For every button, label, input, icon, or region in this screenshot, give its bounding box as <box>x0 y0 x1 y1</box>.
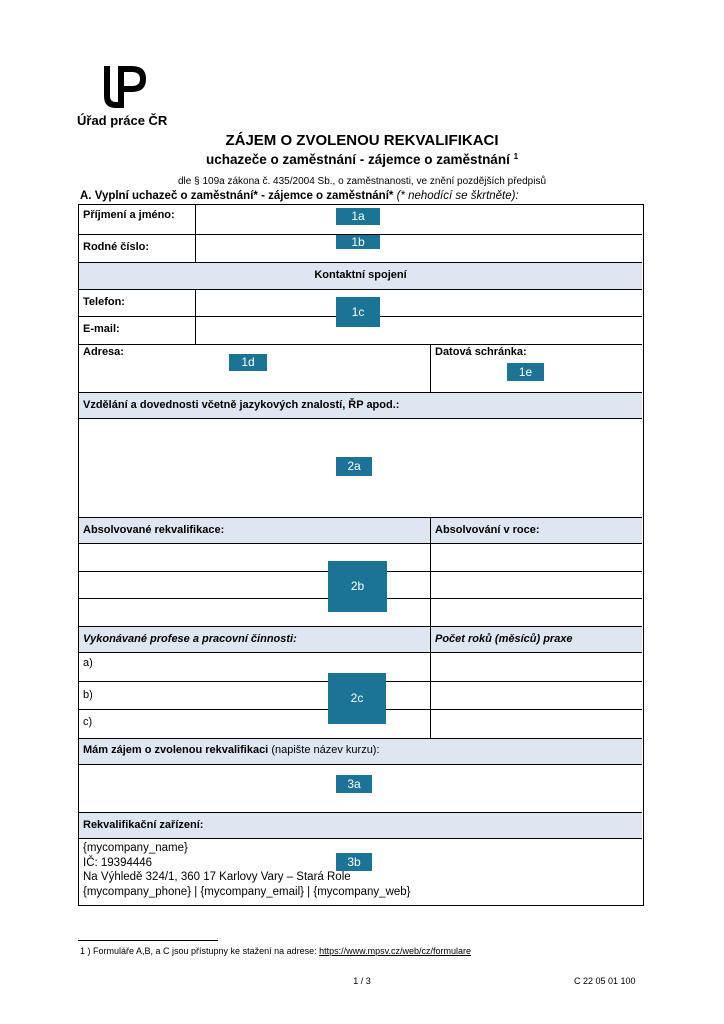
birth-number-label: Rodné číslo: <box>83 241 150 253</box>
row-line <box>79 262 642 263</box>
column-line <box>430 344 431 392</box>
completed-year-label: Absolvování v roce: <box>435 524 540 536</box>
contact-header: Kontaktní spojení <box>314 269 407 281</box>
page-title: ZÁJEM O ZVOLENOU REKVALIFIKACI <box>225 132 499 149</box>
tag-3a: 3a <box>336 775 372 793</box>
tag-1a: 1a <box>336 208 380 225</box>
interest-label-note: (napište název kurzu): <box>271 744 380 756</box>
page-subtitle <box>0 152 724 167</box>
row-c-label: c) <box>83 716 93 728</box>
column-line <box>430 517 431 738</box>
tag-1b: 1b <box>336 235 380 249</box>
row-line <box>79 838 642 839</box>
email-label: E-mail: <box>83 323 120 335</box>
completed-courses-label: Absolvované rekvalifikace: <box>83 524 225 536</box>
tag-1e: 1e <box>507 363 544 381</box>
row-line <box>79 289 642 290</box>
tag-2c: 2c <box>328 673 386 724</box>
column-line <box>195 289 196 344</box>
subtitle-footnote-mark: 1 <box>513 152 519 161</box>
row-line <box>79 418 642 419</box>
interest-label-bold: Mám zájem o zvolenou rekvalifikaci <box>83 744 269 756</box>
org-name: Úřad práce ČR <box>77 113 168 128</box>
row-a-label: a) <box>83 657 93 669</box>
form-code: C 22 05 01 100 <box>574 976 636 986</box>
section-a-note: (* nehodící se škrtněte): <box>396 190 519 202</box>
subtitle-text: uchazeče o zaměstnání - zájemce o zaměstnání <box>205 152 510 167</box>
address-label: Adresa: <box>83 346 124 358</box>
professions-label: Vykonávané profese a pracovní činnosti: <box>83 633 297 645</box>
company-contacts: {mycompany_phone} | {mycompany_email} | {mycompany_web} <box>83 885 411 898</box>
interest-label <box>83 744 380 756</box>
row-line <box>79 764 642 765</box>
facility-label: Rekvalifikační zařízení: <box>83 819 204 831</box>
row-line <box>79 812 642 813</box>
company-name: {mycompany_name} <box>83 842 188 854</box>
phone-label: Telefon: <box>83 296 125 308</box>
footnote <box>80 946 471 956</box>
data-box-label: Datová schránka: <box>435 346 527 358</box>
page-number: 1 / 3 <box>353 976 371 986</box>
form-table <box>78 204 644 906</box>
tag-1c: 1c <box>336 297 380 327</box>
footnote-separator <box>78 940 218 941</box>
education-label: Vzdělání a dovednosti včetně jazykových znalostí, ŘP apod.: <box>83 399 400 411</box>
row-line <box>79 543 642 544</box>
section-a-heading <box>80 190 519 202</box>
column-line <box>195 205 196 262</box>
section-a-text: A. Vyplní uchazeč o zaměstnání* - zájemce o zaměstnání* <box>80 190 394 202</box>
company-address: Na Výhledě 324/1, 360 17 Karlovy Vary – Stará Role <box>83 871 351 883</box>
row-line <box>79 344 642 345</box>
tag-1d: 1d <box>229 354 267 371</box>
tag-3b: 3b <box>336 853 372 871</box>
practice-years-label: Počet roků (měsíců) praxe <box>435 633 573 645</box>
row-line <box>79 517 642 518</box>
company-ico: IČ: 19394446 <box>83 856 153 869</box>
law-reference: dle § 109a zákona č. 435/2004 Sb., o zaměstnanosti, ve znění pozdějších předpisů <box>177 176 547 187</box>
row-line <box>79 652 642 653</box>
tag-2b: 2b <box>328 561 387 612</box>
name-label: Příjmení a jméno: <box>83 209 175 221</box>
tag-2a: 2a <box>336 457 372 476</box>
row-line <box>79 392 642 393</box>
row-b-label: b) <box>83 689 93 701</box>
urad-prace-logo-icon <box>100 62 152 112</box>
footnote-text: 1 ) Formuláře A,B, a C jsou přístupny ke stažení na adrese: <box>80 946 317 956</box>
row-line <box>79 626 642 627</box>
row-line <box>79 738 642 739</box>
footnote-link[interactable]: https://www.mpsv.cz/web/cz/formulare <box>319 946 472 956</box>
